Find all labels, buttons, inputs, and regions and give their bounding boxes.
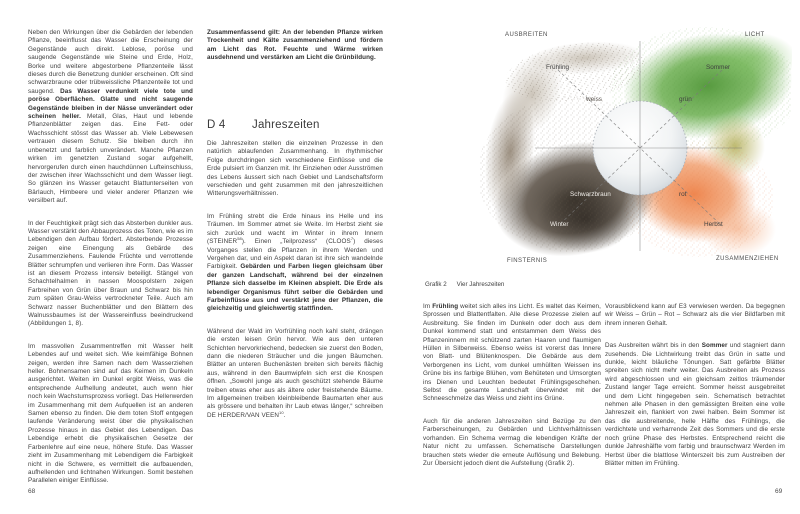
bold-text: Gebärden und Farben liegen gleichsam über der ganzen Landschaft, während bei der einzelnen Pflanze sich dasselbe im Kleinen abspielt. Die Erde als lebendiger Organismus führt selber die Gebärden und Farbeinflüsse aus und verstärkt jene der Pflanzen, die gleichzeitig und gleichwertig stattfinden.	[207, 263, 383, 313]
paragraph: In der Feuchtigkeit prägt sich das Absterben dunkler aus. Wasser verstärkt den Abbauprozess des Toten, wie es im Lebendigen den Aufbau fördert. Absterbende Prozesse zeigen eine Einengung als Gebärde des Zusammenziehens. Faulende Früchte und verrottende Blätter schrumpfen und verlieren ihre Form. Das Wasser ist an diesem Prozess intensiv beteiligt. Stängel von Schachtelhalmen in nassen Moospolstern zeigen Farbreihen von Grün über Braun und Schwarz bis hin zum späten Grau-Weiss vertrockneter Teile. Auch am Schwarz nasser Buchenblätter und den Blättern des Walnussbaumes ist der Wassereinfluss beeindruckend (Abbildungen 1, 8).	[28, 219, 193, 328]
page-number-left: 68	[28, 488, 36, 495]
paragraph-text: Neben den Wirkungen über die Gebärden der lebenden Pflanze, beeinflusst das Wasser die Erscheinung der Gegenstände auch direkt. Leblose, poröse und saugende Gegenstände wie Steine und Erde, Holz, Borke und weitere abgestorbene Pflanzenteile lässt dieses durch die Benetzung dunkler erscheinen. Oft sind schwarzbraune oder trübweissliche Pflanzenteile tot und saugend.	[28, 29, 193, 95]
section-number: D 4	[207, 118, 226, 131]
paragraph-text: Metall, Glas, Haut und lebende Pflanzenblätter zeigen das. Eine Fett- oder Wachsschicht stösst das Wasser ab. Viele Lebewesen vertrauen diesem Schutz. Sie bleiben durch ihn unbenetzt und farblich unverändert. Manche Pflanzen wirken im genetzten Zustand sogar aufgehellt, hervorgerufen durch einen hauchdünnen Lufteinschluss, der zwischen ihrer Wachsschicht und dem Wasser liegt. So glänzen ins Wasser getaucht Blattunterseiten von Bärlauch, Himbeere und vieler anderer Pflanzen wie versilbert auf.	[28, 113, 193, 205]
paragraph-text: und stagniert dann zusehends. Die Lichtwirkung treibt das Grün in satte und dunkle, leicht bläuliche Tönungen. Satt gefärbte Blätter spreiten sich nicht mehr weiter. Das Ausbreiten als Prozess wird abgeschlossen und ein gleichsam zeitlos träumender Zustand langer Tage erreicht. Sommer heisst ausgebreitet und dem Licht hingegeben sein. Schematisch betrachtet nehmen alle Phasen in den gemässigten Breiten eine volle Jahreszeit ein, flankiert von zwei halben. Beim Sommer ist das die ausbreitende, helle Hälfte des Frühlings, die verdichtete und verharrende Zeit des Sommers und die erste noch grüne Phase des Herbstes. Entsprechend reicht die dunkle Jahreshälfte vom farbig und braunschwarz Werden im Herbst über die blattlose Winterszeit bis zum Austreiben der Blätter mitten im Frühling.	[605, 342, 785, 467]
bold-text: Sommer	[701, 342, 728, 350]
page-number-right: 69	[775, 488, 783, 495]
paragraph	[423, 303, 601, 404]
left-column-2	[207, 29, 383, 434]
paragraph-text: Im Frühling strebt die Erde hinaus ins Helle und ins Träumen. Im Sommer atmet sie Weite. Im Herbst zieht sie sich zurück und wacht im Winter in ihrem Innern (STEINER	[207, 212, 383, 246]
right-column-1	[423, 303, 601, 482]
paragraph-text: ). Einen „Teilprozess“ (CLOOS	[241, 238, 351, 246]
paragraph-text: Während der Wald im Vorfrühling noch kahl steht, drängen die ersten leisen Grün hervor. Wie aus den unteren Schichten hervorkriechend, bedecken sie zuerst den Boden, dann die niederen Sträucher und die jungen Bäumchen. Blätter an unteren Buchenästen breiten sich bereits flächig aus, während in den Baumwipfeln sich erst die Knospen öffnen. „Sowohl junge als auch geschützt stehende Bäume treiben etwas eher aus als ältere oder freistehende Bäume. Im allgemeinen treiben kleinbleibende Baumarten eher aus als grössere und behalten ihr Laub etwas länger,“ schreiben DE HERDER/VAN VEEN	[207, 327, 383, 419]
section-title: Jahreszeiten	[252, 118, 320, 131]
corner-label-zusammenziehen: ZUSAMMENZIEHEN	[716, 256, 779, 262]
figure-caption	[425, 281, 504, 288]
reference-superscript: 10	[279, 409, 284, 415]
paragraph-text: ) dieses Vorganges stellen die Pflanzen in ihrem Werden und Vergehen dar, und ein Aspekt daran ist ihre sich wandelnde Farbigkeit.	[207, 238, 383, 271]
corner-label-licht: LICHT	[745, 32, 765, 38]
bold-text: Frühling	[432, 303, 459, 310]
paragraph-text: weitet sich alles ins Licht. Es waltet das Keimen, Sprossen und Blattentfalten. Alle diese Prozesse zielen auf Ausbreitung. Sie finden im Dunkeln oder doch aus dem Dunkel kommend statt und entstammen dem Weiss des Pflanzeninnern mit schützend zarten Haaren und flaumigen Hüllen in Silberweiss. Ebenso weiss ist vorerst das Innere von Blatt- und Blütenknospen. Die Gebärde aus dem Verborgenen ins Licht, vom dunkel umhüllten Weissen ins Grüne bis ins farbige Blühen, vom Behüteten und Umsorgten ins Dienen und Leuchten bedeutet Frühlingsgeschehen. Selbst die gesamte Landschaft überwindet mit der Schneeschmelze das Weiss und zieht ins Grüne.	[423, 303, 602, 403]
paragraph	[207, 328, 383, 420]
color-label-schwarzbraun: Schwarzbraun	[570, 191, 611, 198]
paragraph	[28, 29, 193, 206]
paragraph: Im massvollen Zusammentreffen mit Wasser hellt Lebendes auf und weitet sich. Wie keimfähige Bohnen zeigen, werden ihre Samen nach dem Wasserziehen heller. Bohnensamen sind auf das Keimen im Dunkeln ausgerichtet. Weiten im Dunkel ergibt Weiss, was die entsprechende Aufhellung andeutet, auch wenn hier noch kein Wachstumsprozess vorliegt. Das Hellerwerden im Zusammenhang mit dem Aufquellen ist an anderen Samen ebenso zu finden. Die dem toten Stoff entgegen laufende Veränderung weist über die physikalischen Prozesse hinaus in das Gebiet des Lebendigen. Das Lebendige erhebt die physikalischen Gesetze der Farbenlehre auf eine neue, höhere Stufe. Das Wasser zieht im Zusammenhang mit Lebendigem die Farbigkeit nicht in die Schwere, es vermittelt die aufbauenden, aufhellenden und lichtnahen Wirkungen. Somit bestehen Parallelen einiger Einflüsse.	[28, 342, 193, 485]
reference-superscript: 58	[237, 236, 242, 241]
paragraph-text: Das Ausbreiten währt bis in den	[605, 342, 702, 350]
reference-superscript: 7	[350, 236, 354, 241]
color-label-rot: rot	[679, 191, 687, 198]
paragraph	[207, 213, 383, 314]
bold-text: Das Wasser verdunkelt viele tote und poröse Oberflächen. Glatte und nicht saugende Gegenstände bleiben in der Nässe unverändert oder scheinen heller.	[28, 87, 194, 121]
left-column-1	[28, 29, 193, 500]
season-label-autumn: Herbst	[704, 221, 723, 228]
seasons-diagram-drawing	[480, 24, 792, 276]
season-label-summer: Sommer	[706, 64, 731, 71]
corner-label-ausbreiten: AUSBREITEN	[505, 32, 548, 38]
right-column-2	[605, 303, 785, 482]
paragraph	[605, 342, 785, 468]
paragraph-text: Im	[423, 303, 433, 310]
color-label-gruen: grün	[679, 96, 692, 103]
seasons-diagram	[480, 24, 792, 276]
section-heading	[207, 118, 383, 131]
summary-paragraph: Zusammenfassend gilt: An der lebenden Pflanze wirken Trockenheit und Kälte zusammenziehend und fördern am Licht das Rot. Feuchte und Wärme wirken ausdehnend und verstärken am Licht die Grünbildung.	[207, 29, 383, 62]
paragraph: Auch für die anderen Jahreszeiten sind Bezüge zu den Farberscheinungen, zu Gebärden und Lichtverhältnissen vorhanden. Ein Schema vermag die lebendigen Kräfte der Natur nicht zu umfassen. Schematische Darstellungen brauchen stets wieder die erneute Auflösung und Belebung. Zur Übersicht jedoch dient die Aufstellung (Grafik 2).	[423, 417, 601, 467]
season-label-winter: Winter	[550, 221, 569, 228]
paragraph: Die Jahreszeiten stellen die einzelnen Prozesse in den natürlich ablaufenden Zusammenhang. In rhythmischer Folge durchdringen sich verschiedene Einflüsse und die Erde pulsiert im Ganzen mit. Ihr Einziehen oder Ausströmen des Lebens äussert sich nach Gebiet und Landschaftsform verschieden und geht zusammen mit den jahreszeitlichen Witterungsverhältnissen.	[207, 140, 383, 198]
paragraph-text: .	[283, 411, 286, 419]
paragraph: Vorausblickend kann auf E3 verwiesen werden. Da begegnen wir Weiss – Grün – Rot – Schwarz als die vier Bildfarben mit ihrem inneren Gehalt.	[605, 303, 785, 327]
figure-caption-label: Grafik 2	[425, 281, 447, 288]
season-label-spring: Frühling	[546, 64, 570, 71]
color-label-weiss: weiss	[586, 96, 602, 103]
corner-label-finsternis: FINSTERNIS	[507, 258, 548, 264]
figure-caption-text: Vier Jahreszeiten	[456, 281, 505, 288]
